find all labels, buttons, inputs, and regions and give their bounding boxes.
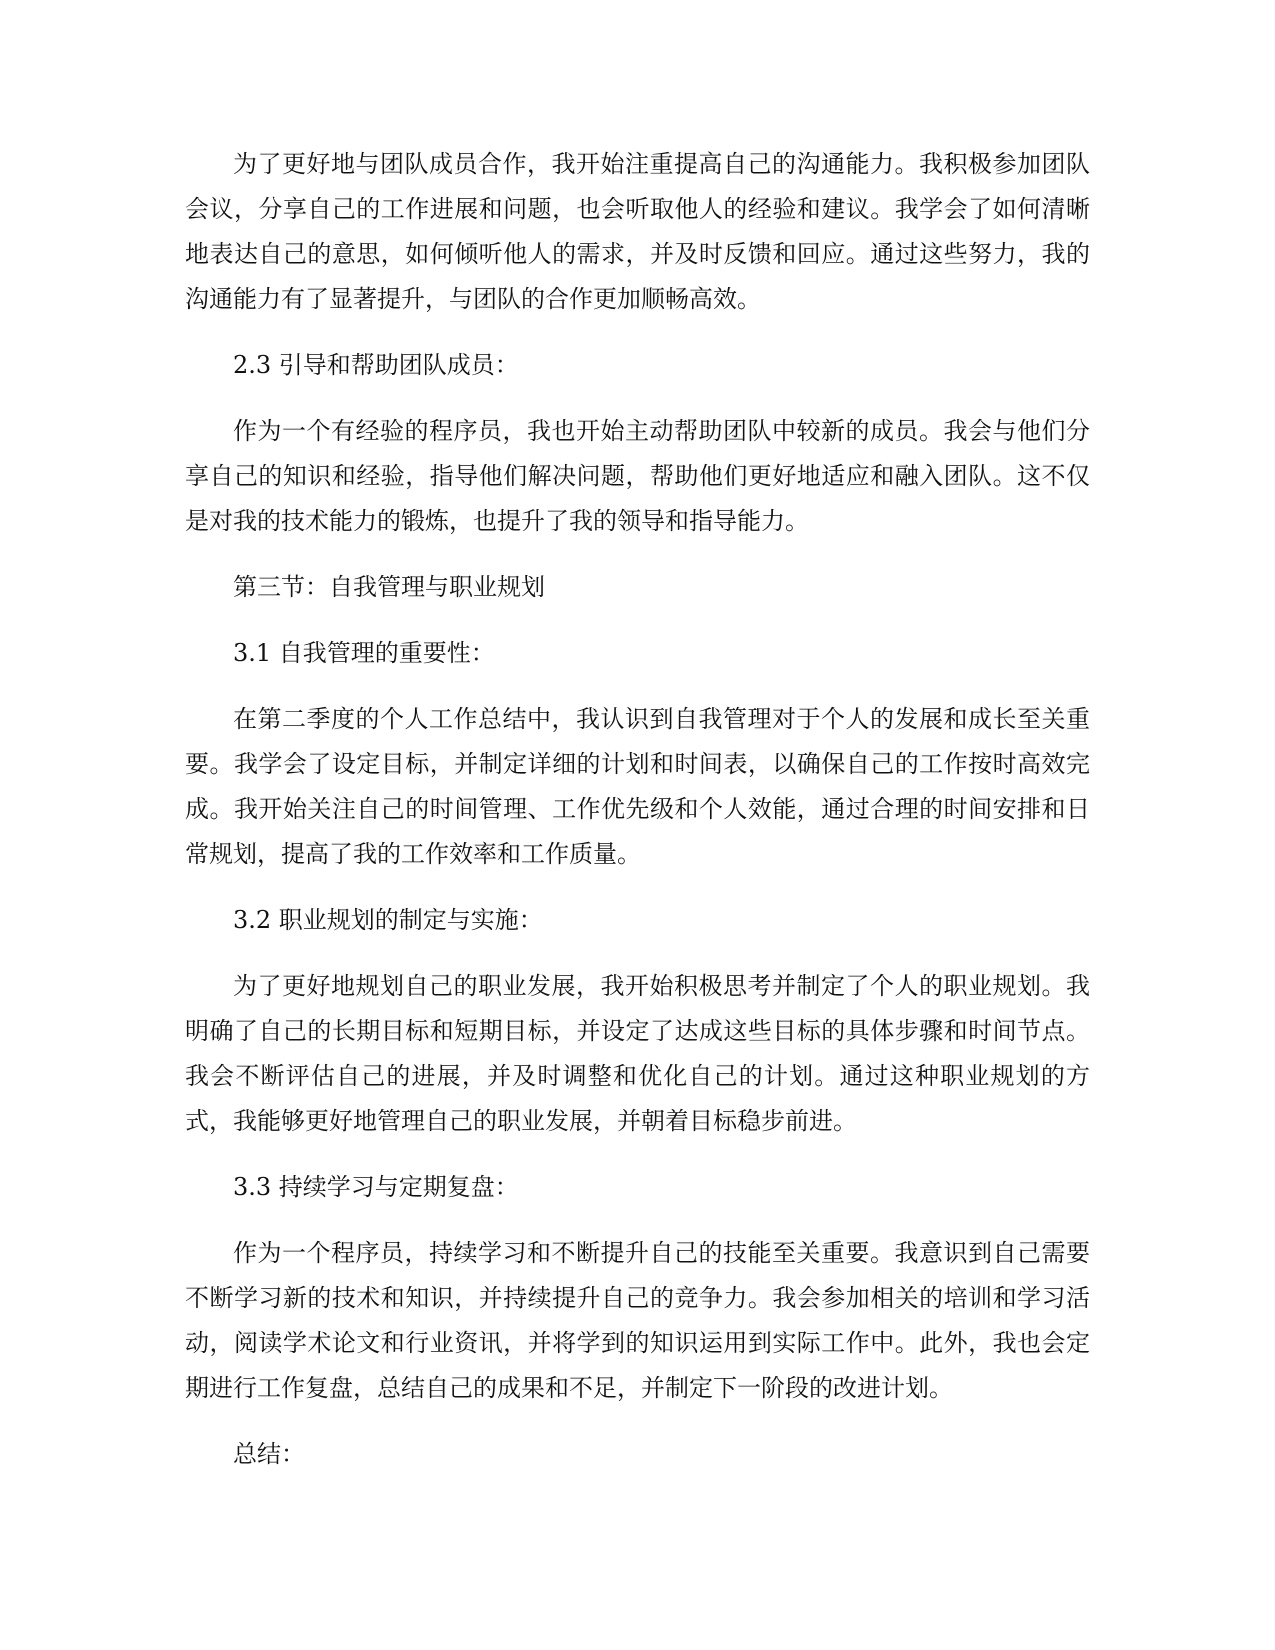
- paragraph-continuous-learning: 作为一个程序员，持续学习和不断提升自己的技能至关重要。我意识到自己需要不断学习新的技术和知识，并持续提升自己的竞争力。我会参加相关的培训和学习活动，阅读学术论文和行业资讯，并将学到的知识运用到实际工作中。此外，我也会定期进行工作复盘，总结自己的成果和不足，并制定下一阶段的改进计划。: [185, 1239, 1090, 1402]
- document-page: [185, 142, 1090, 1498]
- summary-heading: 总结：: [233, 1440, 305, 1468]
- chapter-heading-section-3: 第三节：自我管理与职业规划: [233, 573, 545, 601]
- paragraph-self-management: 在第二季度的个人工作总结中，我认识到自我管理对于个人的发展和成长至关重要。我学会了设定目标，并制定详细的计划和时间表，以确保自己的工作按时高效完成。我开始关注自己的时间管理、工作优先级和个人效能，通过合理的时间安排和日常规划，提高了我的工作效率和工作质量。: [185, 705, 1090, 868]
- paragraph-team-communication: 为了更好地与团队成员合作，我开始注重提高自己的沟通能力。我积极参加团队会议，分享自己的工作进展和问题，也会听取他人的经验和建议。我学会了如何清晰地表达自己的意思，如何倾听他人的需求，并及时反馈和回应。通过这些努力，我的沟通能力有了显著提升，与团队的合作更加顺畅高效。: [185, 150, 1090, 313]
- paragraph-career-planning: 为了更好地规划自己的职业发展，我开始积极思考并制定了个人的职业规划。我明确了自己的长期目标和短期目标，并设定了达成这些目标的具体步骤和时间节点。我会不断评估自己的进展，并及时调整和优化自己的计划。通过这种职业规划的方式，我能够更好地管理自己的职业发展，并朝着目标稳步前进。: [185, 972, 1090, 1135]
- paragraph-mentoring: 作为一个有经验的程序员，我也开始主动帮助团队中较新的成员。我会与他们分享自己的知识和经验，指导他们解决问题，帮助他们更好地适应和融入团队。这不仅是对我的技术能力的锻炼，也提升了我的领导和指导能力。: [185, 417, 1090, 535]
- section-heading-3-2: 3.2 职业规划的制定与实施：: [233, 906, 543, 934]
- section-heading-3-1: 3.1 自我管理的重要性：: [233, 639, 495, 667]
- section-heading-2-3: 2.3 引导和帮助团队成员：: [233, 351, 519, 379]
- section-heading-3-3: 3.3 持续学习与定期复盘：: [233, 1173, 519, 1201]
